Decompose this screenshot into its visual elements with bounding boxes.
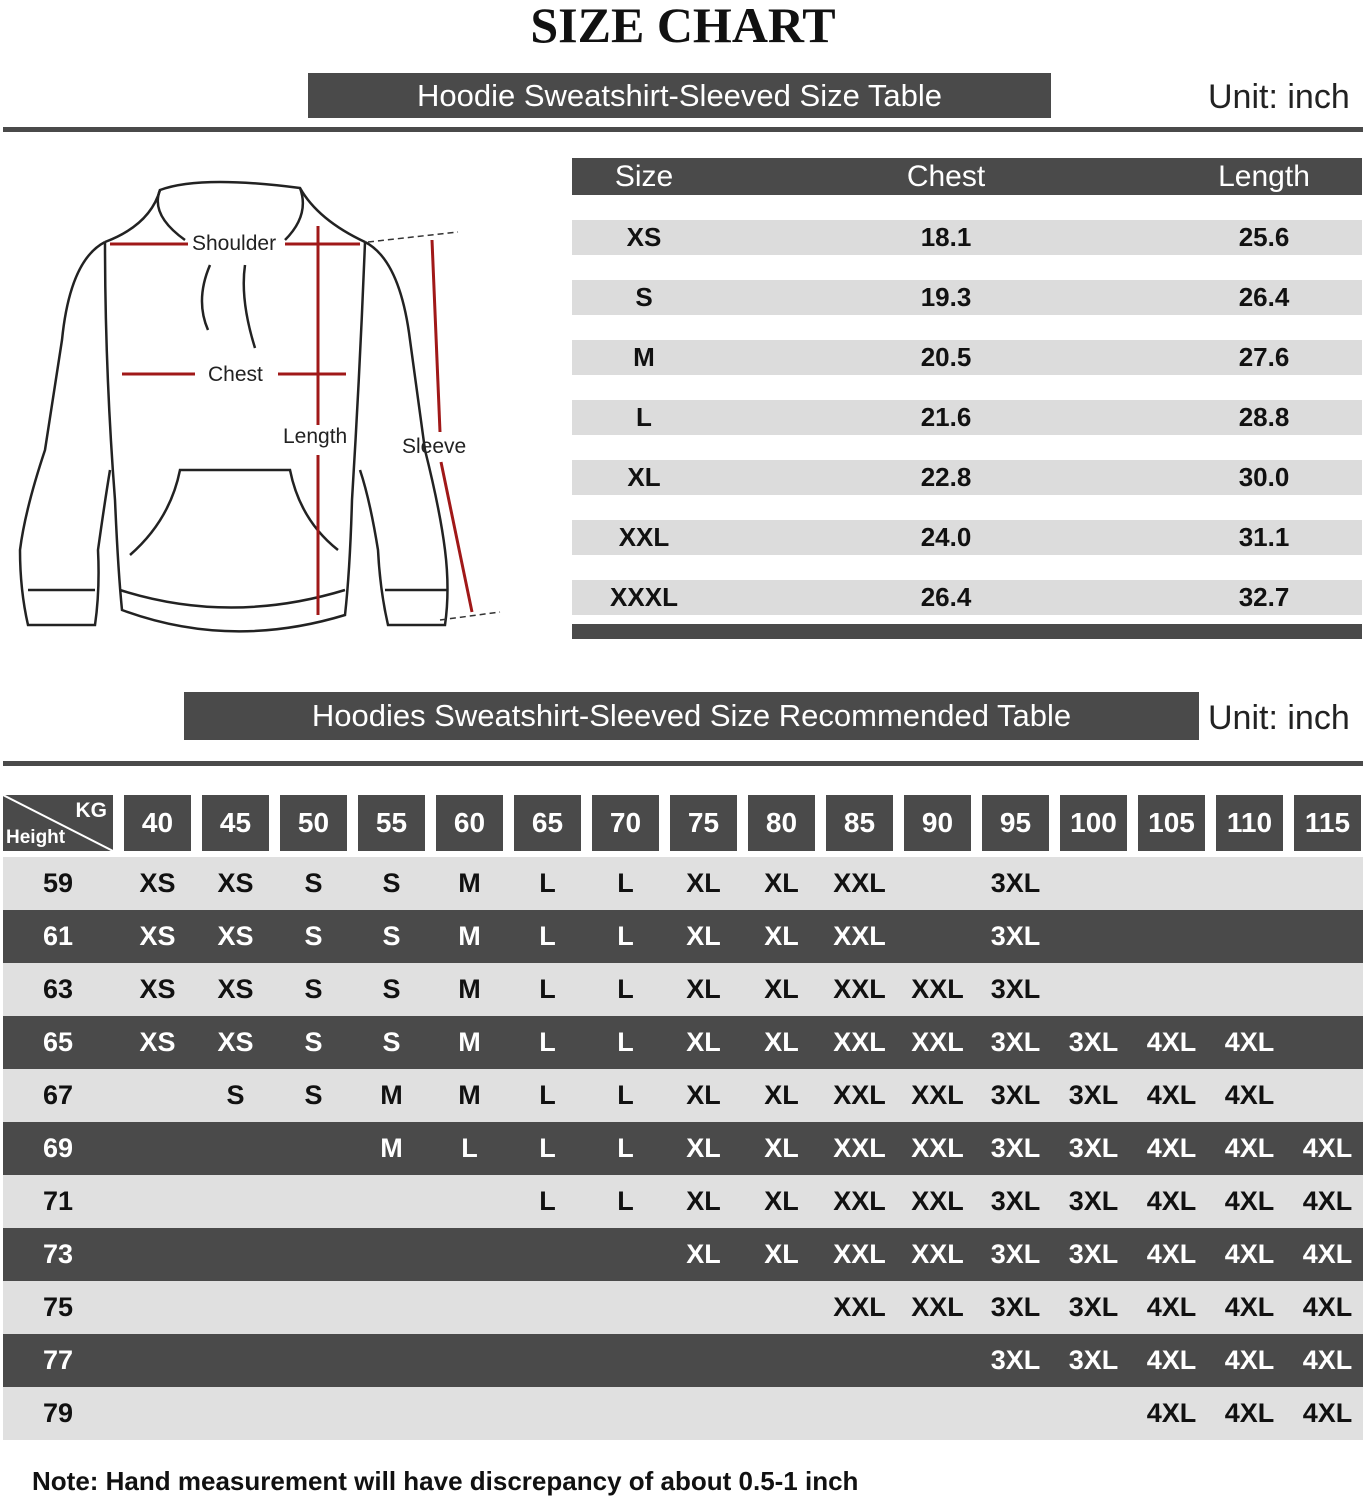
table-row xyxy=(3,1387,1363,1440)
size-cell: XXL xyxy=(833,1133,886,1163)
weight-header: 100 xyxy=(1060,795,1127,851)
size-cell: 4XL xyxy=(1146,1080,1197,1110)
size-cell: 3XL xyxy=(990,1345,1041,1375)
size-cell: L xyxy=(617,1133,634,1163)
length-cell: 31.1 xyxy=(1238,522,1290,552)
size-cell: 4XL xyxy=(1224,1133,1275,1163)
size-cell: L xyxy=(539,868,556,898)
size-cell: XXL xyxy=(833,1027,886,1057)
size-cell: XS xyxy=(139,1027,176,1057)
size-cell: 3XL xyxy=(1068,1239,1119,1269)
length-label: Length xyxy=(283,425,348,448)
corner-header xyxy=(3,795,113,851)
height-cell: 71 xyxy=(42,1186,74,1216)
size-cell: XXL xyxy=(833,1186,886,1216)
table-row xyxy=(3,1334,1363,1387)
size-table-header xyxy=(572,158,1362,195)
table-row xyxy=(3,857,1363,910)
size-cell: S xyxy=(382,1027,401,1057)
size-cell: XXL xyxy=(911,1239,964,1269)
weight-header: 50 xyxy=(280,795,347,851)
chest-cell: 18.1 xyxy=(920,222,972,252)
weight-header: 90 xyxy=(904,795,971,851)
size-cell: 3XL xyxy=(1068,1345,1119,1375)
size-cell: 3XL xyxy=(990,1080,1041,1110)
weight-header: 65 xyxy=(514,795,581,851)
weight-header: 95 xyxy=(982,795,1049,851)
size-cell: S xyxy=(304,1027,323,1057)
height-cell: 75 xyxy=(42,1292,74,1322)
size-cell: S xyxy=(635,282,653,312)
size-cell: M xyxy=(633,342,655,372)
divider xyxy=(3,127,1363,132)
length-cell: 26.4 xyxy=(1238,282,1290,312)
size-cell: 3XL xyxy=(990,868,1041,898)
size-cell: 3XL xyxy=(1068,1027,1119,1057)
size-cell: L xyxy=(539,1027,556,1057)
table-row xyxy=(572,340,1362,375)
size-cell: 3XL xyxy=(1068,1292,1119,1322)
weight-header: 85 xyxy=(826,795,893,851)
size-cell: S xyxy=(304,921,323,951)
size-cell: XL xyxy=(764,1080,799,1110)
size-cell: XXL xyxy=(911,1292,964,1322)
weight-header: 105 xyxy=(1138,795,1205,851)
size-cell: M xyxy=(458,974,481,1004)
size-cell: L xyxy=(617,868,634,898)
height-cell: 79 xyxy=(42,1398,74,1428)
size-cell: XL xyxy=(764,921,799,951)
hoodie-diagram xyxy=(0,170,520,650)
size-cell: XXL xyxy=(833,921,886,951)
size-cell: XXL xyxy=(911,1186,964,1216)
size-cell: 4XL xyxy=(1224,1186,1275,1216)
table-row xyxy=(3,1122,1363,1175)
size-cell: 4XL xyxy=(1302,1398,1353,1428)
height-cell: 59 xyxy=(42,868,74,898)
size-cell: XL xyxy=(686,1239,721,1269)
size-table-footer-bar xyxy=(572,624,1362,639)
size-cell: XL xyxy=(686,921,721,951)
size-cell: XL xyxy=(764,1239,799,1269)
size-cell: 3XL xyxy=(990,1292,1041,1322)
size-cell: XS xyxy=(139,921,176,951)
size-cell: L xyxy=(636,402,652,432)
weight-header: 115 xyxy=(1294,795,1361,851)
corner-kg: KG xyxy=(75,799,107,822)
size-cell: XL xyxy=(686,974,721,1004)
header-length: Length xyxy=(1218,159,1310,193)
size-cell: 4XL xyxy=(1146,1186,1197,1216)
size-cell: 3XL xyxy=(1068,1080,1119,1110)
table-row xyxy=(572,280,1362,315)
height-cell: 63 xyxy=(42,974,74,1004)
size-cell: 4XL xyxy=(1146,1345,1197,1375)
size-cell: XXL xyxy=(833,1292,886,1322)
size-cell: M xyxy=(380,1080,403,1110)
size-cell: XS xyxy=(217,1027,254,1057)
size-cell: 3XL xyxy=(1068,1133,1119,1163)
size-cell: XS xyxy=(139,974,176,1004)
size-cell: XL xyxy=(686,1133,721,1163)
size-cell: M xyxy=(458,1080,481,1110)
size-cell: 4XL xyxy=(1224,1292,1275,1322)
recommended-table-banner: Hoodies Sweatshirt-Sleeved Size Recommended Table xyxy=(184,692,1199,740)
size-cell: S xyxy=(382,974,401,1004)
size-cell: 4XL xyxy=(1146,1133,1197,1163)
table-row xyxy=(3,1175,1363,1228)
size-cell: L xyxy=(539,1186,556,1216)
size-cell: 4XL xyxy=(1146,1027,1197,1057)
size-cell: 4XL xyxy=(1224,1027,1275,1057)
size-cell: 4XL xyxy=(1224,1345,1275,1375)
size-cell: XS xyxy=(217,974,254,1004)
weight-header: 45 xyxy=(202,795,269,851)
length-cell: 27.6 xyxy=(1238,342,1290,372)
size-cell: 4XL xyxy=(1302,1133,1353,1163)
length-cell: 32.7 xyxy=(1238,582,1290,612)
chest-cell: 24.0 xyxy=(920,522,972,552)
table-row xyxy=(572,400,1362,435)
size-cell: 3XL xyxy=(990,1027,1041,1057)
size-cell: XXL xyxy=(618,522,670,552)
size-cell: L xyxy=(539,974,556,1004)
chest-cell: 26.4 xyxy=(920,582,972,612)
table-row xyxy=(3,1069,1363,1122)
size-cell: 3XL xyxy=(990,1186,1041,1216)
size-cell: XXL xyxy=(833,1080,886,1110)
size-cell: 4XL xyxy=(1302,1345,1353,1375)
size-cell: XXL xyxy=(911,974,964,1004)
size-cell: XS xyxy=(139,868,176,898)
size-cell: 3XL xyxy=(990,1133,1041,1163)
chest-label: Chest xyxy=(208,363,263,386)
size-cell: 4XL xyxy=(1224,1080,1275,1110)
size-cell: XXL xyxy=(833,1239,886,1269)
size-cell: XL xyxy=(764,974,799,1004)
table-row xyxy=(572,220,1362,255)
size-cell: L xyxy=(539,1133,556,1163)
length-cell: 28.8 xyxy=(1238,402,1290,432)
size-cell: XXL xyxy=(911,1080,964,1110)
sleeve-label: Sleeve xyxy=(402,435,467,458)
size-cell: L xyxy=(539,921,556,951)
divider xyxy=(3,761,1363,766)
table-row xyxy=(3,1281,1363,1334)
size-cell: XL xyxy=(764,1186,799,1216)
size-cell: XL xyxy=(686,868,721,898)
height-cell: 65 xyxy=(42,1027,74,1057)
height-cell: 73 xyxy=(42,1239,74,1269)
size-cell: M xyxy=(458,921,481,951)
height-cell: 77 xyxy=(42,1345,74,1375)
size-cell: 3XL xyxy=(990,921,1041,951)
size-cell: XL xyxy=(764,1027,799,1057)
weight-header: 75 xyxy=(670,795,737,851)
size-cell: 4XL xyxy=(1302,1239,1353,1269)
weight-header: 55 xyxy=(358,795,425,851)
size-cell: XS xyxy=(626,222,662,252)
weight-header: 60 xyxy=(436,795,503,851)
size-cell: 3XL xyxy=(1068,1186,1119,1216)
table-row xyxy=(572,460,1362,495)
weight-header: 40 xyxy=(124,795,191,851)
size-cell: XL xyxy=(627,462,661,492)
size-cell: S xyxy=(304,974,323,1004)
page-title: SIZE CHART xyxy=(530,0,836,53)
size-table-unit: Unit: inch xyxy=(1208,78,1350,116)
size-cell: XL xyxy=(686,1080,721,1110)
size-cell: S xyxy=(304,868,323,898)
size-cell: S xyxy=(226,1080,245,1110)
weight-header: 110 xyxy=(1216,795,1283,851)
measurement-note: Note: Hand measurement will have discrepancy of about 0.5-1 inch xyxy=(32,1466,859,1496)
size-cell: XL xyxy=(686,1186,721,1216)
chest-cell: 22.8 xyxy=(920,462,972,492)
recommended-table xyxy=(3,795,1363,1440)
weight-header: 80 xyxy=(748,795,815,851)
size-cell: 4XL xyxy=(1302,1292,1353,1322)
size-cell: XXL xyxy=(911,1133,964,1163)
size-cell: 4XL xyxy=(1146,1239,1197,1269)
size-cell: 4XL xyxy=(1146,1292,1197,1322)
height-cell: 67 xyxy=(42,1080,74,1110)
table-row xyxy=(3,910,1363,963)
chest-cell: 21.6 xyxy=(920,402,972,432)
size-cell: L xyxy=(539,1080,556,1110)
recommended-table-unit: Unit: inch xyxy=(1208,699,1350,737)
size-cell: M xyxy=(380,1133,403,1163)
size-cell: XS xyxy=(217,868,254,898)
weight-header: 70 xyxy=(592,795,659,851)
size-cell: 4XL xyxy=(1302,1186,1353,1216)
height-cell: 61 xyxy=(42,921,74,951)
table-row xyxy=(3,963,1363,1016)
size-cell: XXL xyxy=(833,974,886,1004)
size-cell: M xyxy=(458,1027,481,1057)
size-cell: XL xyxy=(764,868,799,898)
table-row xyxy=(3,1228,1363,1281)
size-cell: L xyxy=(461,1133,478,1163)
chest-cell: 19.3 xyxy=(920,282,972,312)
table-row xyxy=(3,1016,1363,1069)
corner-height: Height xyxy=(6,827,66,848)
size-cell: L xyxy=(617,1080,634,1110)
size-cell: XS xyxy=(217,921,254,951)
chest-cell: 20.5 xyxy=(920,342,972,372)
size-cell: 4XL xyxy=(1224,1398,1275,1428)
size-table-banner: Hoodie Sweatshirt-Sleeved Size Table xyxy=(308,73,1051,118)
header-chest: Chest xyxy=(906,159,986,193)
size-cell: XL xyxy=(686,1027,721,1057)
size-cell: S xyxy=(382,868,401,898)
size-cell: S xyxy=(304,1080,323,1110)
size-cell: 4XL xyxy=(1146,1398,1197,1428)
length-cell: 25.6 xyxy=(1238,222,1290,252)
size-cell: XXL xyxy=(911,1027,964,1057)
size-cell: XL xyxy=(764,1133,799,1163)
size-cell: L xyxy=(617,921,634,951)
size-cell: 4XL xyxy=(1224,1239,1275,1269)
size-cell: 3XL xyxy=(990,974,1041,1004)
size-cell: L xyxy=(617,1186,634,1216)
size-cell: S xyxy=(382,921,401,951)
table-row xyxy=(572,580,1362,615)
length-cell: 30.0 xyxy=(1238,462,1290,492)
size-cell: L xyxy=(617,974,634,1004)
height-cell: 69 xyxy=(42,1133,74,1163)
table-row xyxy=(572,520,1362,555)
shoulder-label: Shoulder xyxy=(192,232,277,255)
size-cell: M xyxy=(458,868,481,898)
size-cell: XXXL xyxy=(610,582,678,612)
size-cell: XXL xyxy=(833,868,886,898)
header-size: Size xyxy=(614,159,674,193)
size-table xyxy=(572,158,1362,639)
size-cell: L xyxy=(617,1027,634,1057)
size-cell: 3XL xyxy=(990,1239,1041,1269)
